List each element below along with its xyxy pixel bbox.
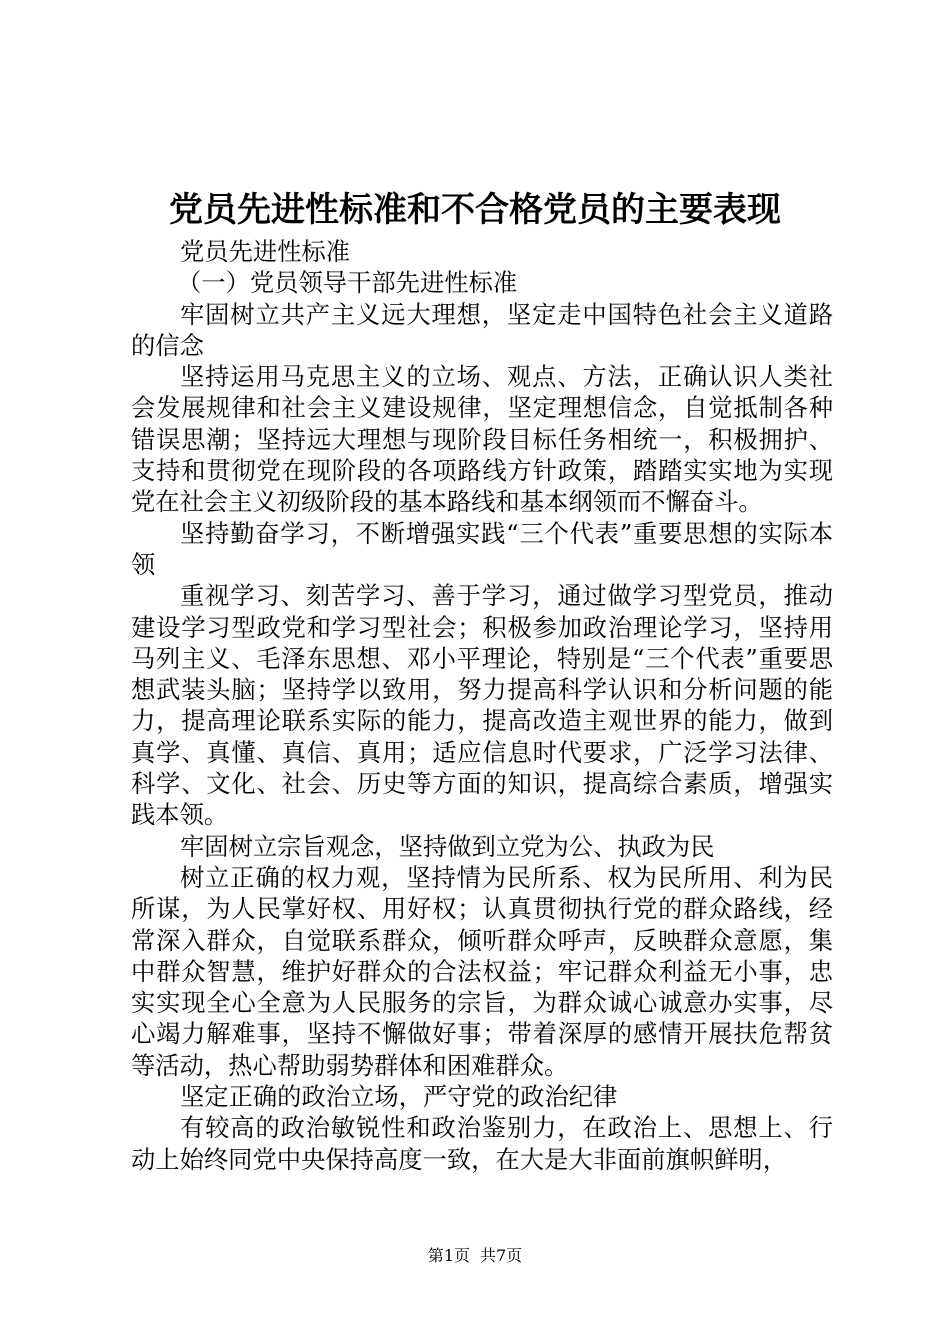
paragraph: 重视学习、刻苦学习、善于学习，通过做学习型党员，推动建设学习型政党和学习型社会；积极参加政治理论学习，坚持用马列主义、毛泽东思想、邓小平理论，特别是“三个代表”重要思想武装头脑；坚持学以致用，努力提高科学认识和分析问题的能力，提高理论联系实际的能力，提高改造主观世界的能力，做到真学、真懂、真信、真用；适应信息时代要求，广泛学习法律、科学、文化、社会、历史等方面的知识，提高综合素质，增强实践本领。	[131, 581, 833, 830]
paragraph: 树立正确的权力观，坚持情为民所系、权为民所用、利为民所谋，为人民掌好权、用好权；认真贯彻执行党的群众路线，经常深入群众，自觉联系群众，倾听群众呼声，反映群众意愿，集中群众智慧，维护好群众的合法权益；牢记群众利益无小事，忠实实现全心全意为人民服务的宗旨，为群众诚心诚意办实事，尽心竭力解难事，坚持不懈做好事；带着深厚的感情开展扶危帮贫等活动，热心帮助弱势群体和困难群众。	[131, 862, 833, 1080]
paragraph: 牢固树立共产主义远大理想，坚定走中国特色社会主义道路的信念	[131, 299, 833, 360]
paragraph: 有较高的政治敏锐性和政治鉴别力，在政治上、思想上、行动上始终同党中央保持高度一致，在大是大非面前旗帜鲜明，	[131, 1113, 833, 1174]
page-total: 共7页	[480, 1246, 523, 1265]
paragraph: 坚定正确的政治立场，严守党的政治纪律	[180, 1082, 618, 1112]
paragraph: 坚持勤奋学习，不断增强实践“三个代表”重要思想的实际本领	[131, 518, 833, 579]
document-body	[131, 236, 833, 1175]
document-title: 党员先进性标准和不合格党员的主要表现	[169, 190, 781, 230]
page-number: 第1页	[427, 1246, 470, 1265]
paragraph: 牢固树立宗旨观念，坚持做到立党为公、执政为民	[180, 831, 715, 861]
paragraph: 坚持运用马克思主义的立场、观点、方法，正确认识人类社会发展规律和社会主义建设规律，坚定理想信念，自觉抵制各种错误思潮；坚持远大理想与现阶段目标任务相统一，积极拥护、支持和贯彻党在现阶段的各项路线方针政策，踏踏实实地为实现党在社会主义初级阶段的基本路线和基本纲领而不懈奋斗。	[131, 362, 833, 517]
subsection-heading: （一）党员领导干部先进性标准	[177, 268, 518, 298]
page-footer	[0, 1244, 950, 1268]
section-heading: 党员先进性标准	[180, 237, 351, 266]
